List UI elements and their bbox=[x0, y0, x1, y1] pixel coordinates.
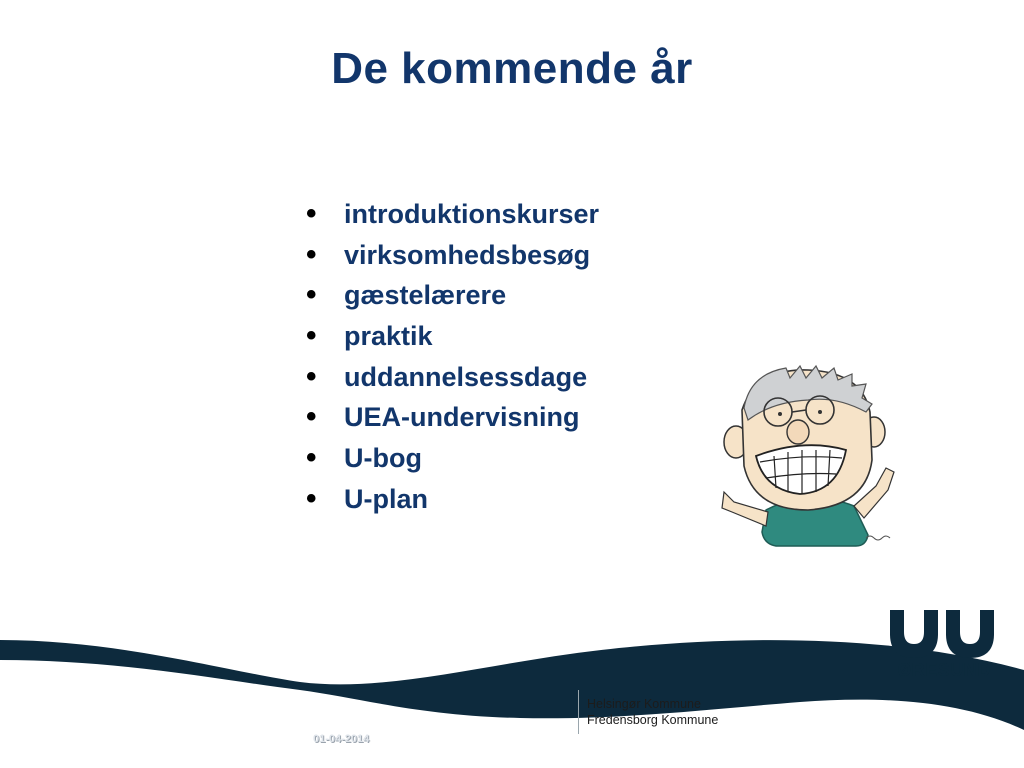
decorative-wave bbox=[0, 610, 1024, 740]
bullet-list bbox=[306, 196, 599, 522]
bullet-item: • uddannelsessdage bbox=[306, 359, 599, 400]
cartoon-smiling-man-icon bbox=[716, 360, 902, 550]
bullet-item: • U-plan bbox=[306, 481, 599, 522]
bullet-item: • U-bog bbox=[306, 440, 599, 481]
municipality-names bbox=[587, 696, 718, 728]
footer-divider bbox=[578, 690, 579, 734]
bullet-item: • gæstelærere bbox=[306, 277, 599, 318]
bullet-item: • virksomhedsbesøg bbox=[306, 237, 599, 278]
logo-wordmark: ØRESUND bbox=[897, 660, 991, 680]
municipality-helsingor: Helsingør Kommune bbox=[587, 697, 701, 711]
bullet-item: • UEA-undervisning bbox=[306, 399, 599, 440]
slide-date: 01-04-2014 bbox=[313, 733, 370, 745]
bullet-item: • introduktionskurser bbox=[306, 196, 599, 237]
slide-title: De kommende år bbox=[331, 44, 693, 93]
bullet-item: • praktik bbox=[306, 318, 599, 359]
municipality-fredensborg: Fredensborg Kommune bbox=[587, 713, 719, 727]
